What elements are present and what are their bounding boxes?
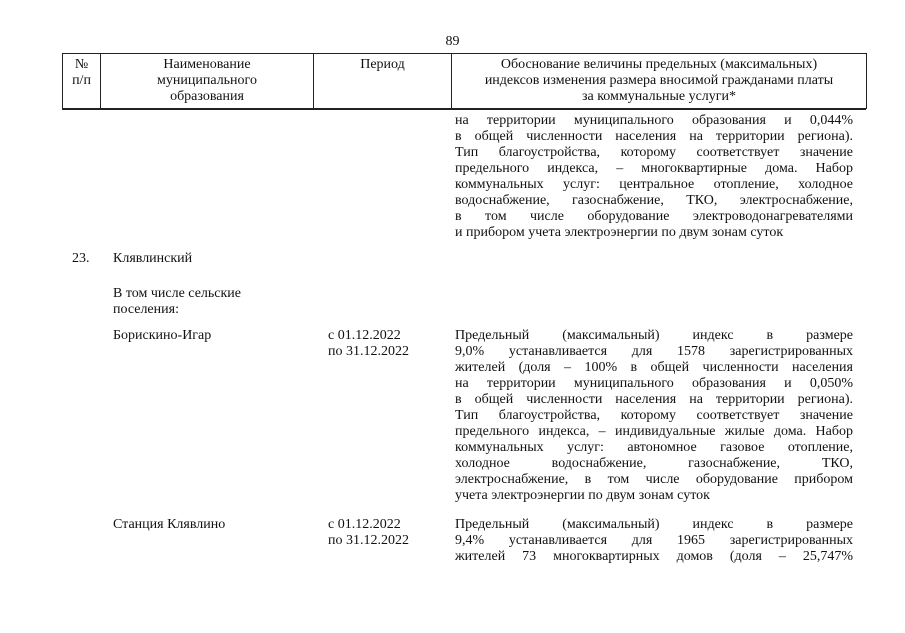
settlement-justification [455, 517, 853, 565]
header-name-column [101, 54, 314, 109]
settlement-period [328, 328, 409, 360]
header-number-line: п/п [72, 73, 91, 88]
page-number: 89 [445, 34, 460, 49]
subtitle-line: поселения: [113, 302, 179, 317]
header-number-line: № [74, 57, 89, 72]
text-line: 9,4% устанавливается для 1965 зарегистрированных [455, 533, 853, 548]
text-line: электроснабжение, в том числе оборудование прибором [455, 472, 853, 487]
header-name-line: образования [170, 89, 244, 104]
header-justification-line: индексов изменения размера вносимой гражданами платы [484, 73, 834, 88]
header-justification-line: Обоснование величины предельных (максимальных) [500, 57, 818, 72]
period-line: с 01.12.2022 [328, 517, 401, 532]
text-line: Предельный (максимальный) индекс в размере [455, 328, 853, 343]
text-line: учета электроэнергии по двум зонам суток [455, 488, 710, 503]
period-line: по 31.12.2022 [328, 344, 409, 359]
text-line: водоснабжение, газоснабжение, ТКО, электроснабжение, [455, 193, 853, 208]
header-name-line: муниципального [157, 73, 257, 88]
settlement-justification [455, 328, 853, 504]
text-line: Предельный (максимальный) индекс в размере [455, 517, 853, 532]
text-line: в общей численности населения на территории региона). [455, 392, 853, 407]
text-line: Тип благоустройства, которому соответствует значение [455, 408, 853, 423]
settlement-name: Станция Клявлино [113, 517, 226, 532]
text-line: Тип благоустройства, которому соответствует значение [455, 145, 853, 160]
header-justification-line: за коммунальные услуги* [581, 89, 737, 104]
text-line: предельного индекса, – индивидуальные жилые дома. Набор [455, 424, 853, 439]
subtitle-line: В том числе сельские [113, 286, 242, 301]
text-line: на территории муниципального образования и 0,050% [455, 376, 853, 391]
text-line: и прибором учета электроэнергии по двум зонам суток [455, 225, 784, 240]
text-line: коммунальных услуг: центральное отопление, холодное [455, 177, 853, 192]
text-line: жителей 73 многоквартирных домов (доля – 25,747% [455, 549, 853, 564]
header-period-column [314, 54, 452, 109]
district-name: Клявлинский [113, 251, 193, 266]
text-line: в общей численности населения на территории региона). [455, 129, 853, 144]
settlement-name: Борискино-Игар [113, 328, 212, 343]
text-line: жителей (доля – 100% в общей численности населения [455, 360, 853, 375]
header-period-line: Период [360, 57, 405, 72]
period-line: с 01.12.2022 [328, 328, 401, 343]
header-number-column [63, 54, 101, 109]
continuation-text [455, 113, 853, 241]
header-name-line: Наименование [163, 57, 251, 72]
text-line: на территории муниципального образования и 0,044% [455, 113, 853, 128]
period-line: по 31.12.2022 [328, 533, 409, 548]
text-line: в том числе оборудование электроводонагревателями [455, 209, 853, 224]
settlement-period [328, 517, 409, 549]
district-number: 23. [72, 251, 90, 266]
text-line: предельного индекса, – многоквартирные дома. Набор [455, 161, 853, 176]
table-header [62, 53, 867, 109]
header-justification-column [452, 54, 867, 109]
text-line: 9,0% устанавливается для 1578 зарегистрированных [455, 344, 853, 359]
text-line: коммунальных услуг: автономное газовое отопление, [455, 440, 853, 455]
text-line: холодное водоснабжение, газоснабжение, ТКО, [455, 456, 853, 471]
header-bottom-rule [62, 108, 866, 110]
district-subtitle [113, 286, 241, 318]
